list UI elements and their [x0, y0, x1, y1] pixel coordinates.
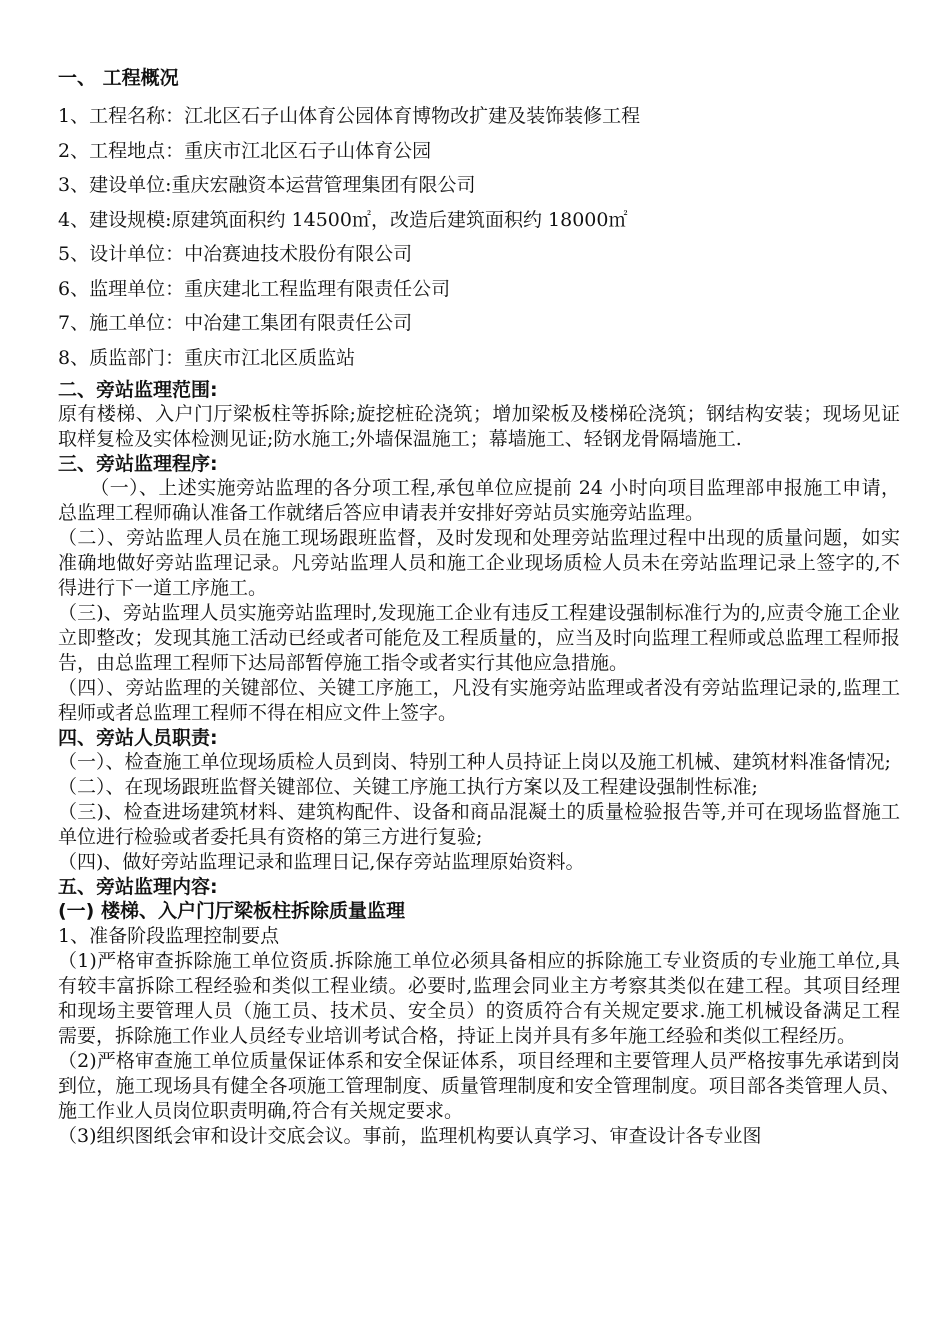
duty-paragraph: （一）、检查施工单位现场质检人员到岗、特别工种人员持证上岗以及施工机械、建筑材料准备情况; [58, 751, 891, 773]
content-prep-title: 1、准备阶段监理控制要点 [58, 925, 280, 947]
document-page [58, 66, 900, 1149]
section-title-overview: 一、 工程概况 [58, 67, 179, 89]
section-title-scope: 二、旁站监理范围: [58, 379, 218, 401]
content-paragraph: （2)严格审查施工单位质量保证体系和安全保证体系，项目经理和主要管理人员严格按事先承诺到岗到位，施工现场具有健全各项施工管理制度、质量管理制度和安全管理制度。项目部各类管理人员、施工作业人员岗位职责明确,符合有关规定要求。 [58, 1050, 900, 1122]
overview-list [58, 102, 900, 378]
duty-paragraph: （二）、在现场跟班监督关键部位、关键工序施工执行方案以及工程建设强制性标准; [58, 776, 758, 798]
content-paragraph: （1)严格审查拆除施工单位资质.拆除施工单位必须具备相应的拆除施工专业资质的专业施工单位,具有较丰富拆除工程经验和类似工程业绩。必要时,监理会同业主方考察其类似在建工程。其项目经理和现场主要管理人员（施工员、技术员、安全员）的资质符合有关规定要求.施工机械设备满足工程需要，拆除施工作业人员经专业培训考试合格，持证上岗并具有多年施工经验和类似工程经历。 [58, 950, 900, 1047]
procedure-paragraph: （一）、上述实施旁站监理的各分项工程,承包单位应提前 24 小时向项目监理部申报施工申请，总监理工程师确认准备工作就绪后答应申请表并安排好旁站员实施旁站监理。 [58, 477, 900, 524]
section-title-duty: 四、旁站人员职责: [58, 727, 218, 749]
duty-paragraph: （三)、检查进场建筑材料、建筑构配件、设备和商品混凝土的质量检验报告等,并可在现场监督施工单位进行检验或者委托具有资格的第三方进行复验; [58, 801, 900, 848]
procedure-paragraph: （二）、旁站监理人员在施工现场跟班监督，及时发现和处理旁站监理过程中出现的质量问题，如实准确地做好旁站监理记录。凡旁站监理人员和施工企业现场质检人员未在旁站监理记录上签字的,不得进行下一道工序施工。 [58, 527, 900, 599]
overview-item: 5、设计单位：中冶赛迪技术股份有限公司 [58, 243, 413, 265]
overview-item: 7、施工单位：中冶建工集团有限责任公司 [58, 312, 413, 334]
duty-paragraph: （四)、做好旁站监理记录和监理日记,保存旁站监理原始资料。 [58, 851, 585, 873]
procedure-paragraph: （三)、旁站监理人员实施旁站监理时,发现施工企业有违反工程建设强制标准行为的,应责令施工企业立即整改；发现其施工活动已经或者可能危及工程质量的，应当及时向监理工程师或总监理工程师报告，由总监理工程师下达局部暂停施工指令或者实行其他应急措施。 [58, 602, 900, 674]
section-title-content: 五、旁站监理内容: [58, 876, 218, 898]
procedure-paragraph: （四）、旁站监理的关键部位、关键工序施工，凡没有实施旁站监理或者没有旁站监理记录的,监理工程师或者总监理工程师不得在相应文件上签字。 [58, 677, 900, 724]
overview-item: 3、建设单位:重庆宏融资本运营管理集团有限公司 [58, 174, 476, 196]
content-paragraph: （3)组织图纸会审和设计交底会议。事前，监理机构要认真学习、审查设计各专业图 [58, 1125, 762, 1147]
overview-item: 1、工程名称：江北区石子山体育公园体育博物改扩建及装饰装修工程 [58, 105, 641, 127]
overview-item: 4、建设规模:原建筑面积约 14500㎡，改造后建筑面积约 18000㎡ [58, 208, 628, 231]
content-subsection-title: (一) 楼梯、入户门厅梁板柱拆除质量监理 [58, 900, 405, 922]
scope-paragraph: 原有楼梯、入户门厅梁板柱等拆除;旋挖桩砼浇筑；增加梁板及楼梯砼浇筑；钢结构安装；现场见证取样复检及实体检测见证;防水施工;外墙保温施工；幕墙施工、轻钢龙骨隔墙施工. [58, 403, 900, 450]
overview-item: 6、监理单位：重庆建北工程监理有限责任公司 [58, 277, 451, 300]
overview-item: 8、质监部门：重庆市江北区质监站 [58, 346, 356, 369]
section-title-procedure: 三、旁站监理程序: [58, 453, 218, 475]
overview-item: 2、工程地点：重庆市江北区石子山体育公园 [58, 139, 432, 162]
